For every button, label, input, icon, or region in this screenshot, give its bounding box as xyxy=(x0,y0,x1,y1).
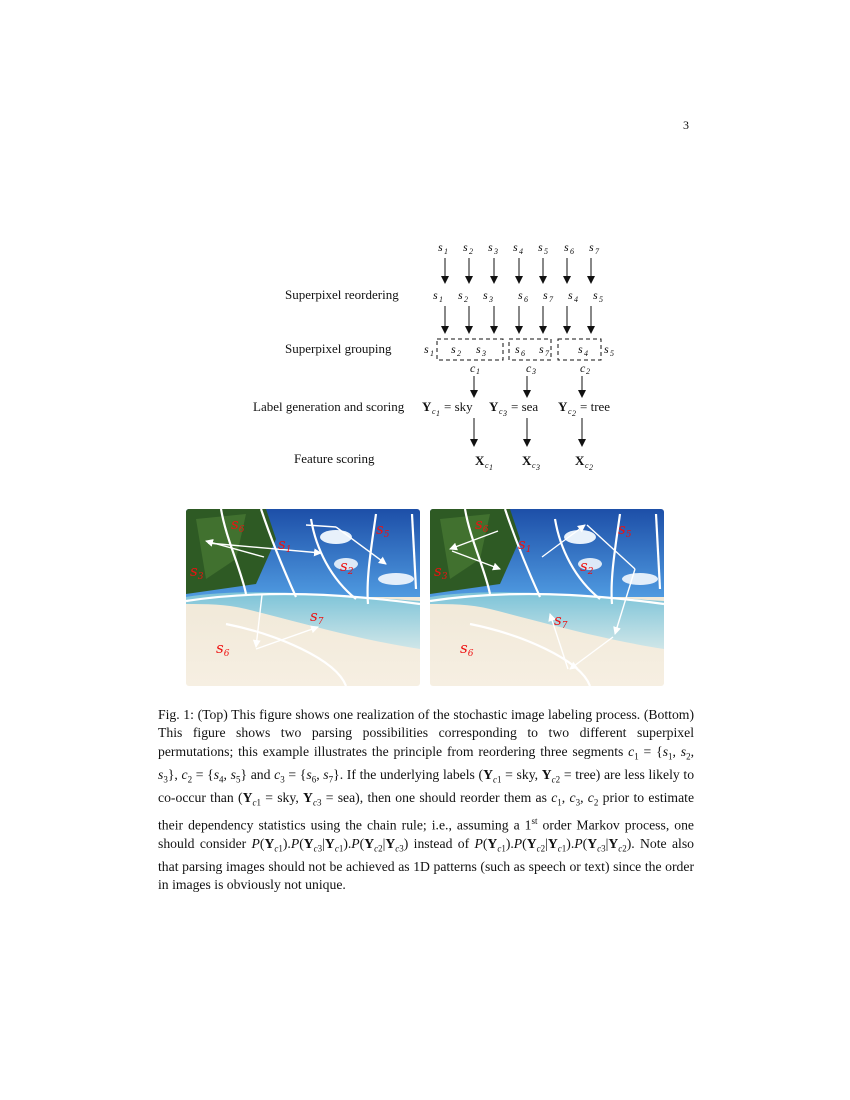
svg-text:5: 5 xyxy=(599,295,603,304)
row-label-reordering: Superpixel reordering xyxy=(285,287,399,302)
svg-text:3: 3 xyxy=(494,247,498,256)
row-label-label-generation: Label generation and scoring xyxy=(253,399,405,414)
figure-caption: Fig. 1: (Top) This figure shows one realization of the stochastic image labeling process. (Bottom) This figure shows two parsing possibilities corresponding to two different superpixel permutations; this example illustrates the principle from reordering three segments $c_1 = \{s_1$, $s_2$, $s_3$}, $c_2 = \{s_4$, $s_5$} and $c_3 = \{s_6$, $s_7$}. If the underlying labels ($Y_{c1}$ = sky, $Y_{c2}$ = tree) are less likely to co-occur than ($Y_{c1}$ = sky, $Y_{c3} = sea$), then one should reorder them as $c_1$, $c_3$, $c_2$ prior to estimate their dependency statistics using the chain rule; i.e., assuming a 1st order Markov process, one should consider $P(Y_{c1}).P(Y_{c3}|Y_{c1}).P(Y_{c2}|Y_{c3})$ instead of $P(Y_{c1}).P(Y_{c2}|Y_{c1}).P(Y_{c3}|Y_{c2})$. Note also that parsing images should not be achieved as 1D patterns (such as speech or text) since the order in images is obviously not unique. xyxy=(158,707,695,892)
group-name: c xyxy=(526,361,532,375)
grouping-row xyxy=(424,339,614,376)
svg-text:2: 2 xyxy=(586,367,590,376)
svg-text:s: s xyxy=(539,342,544,356)
page-number: 3 xyxy=(683,118,689,132)
svg-text:s: s xyxy=(568,288,573,302)
svg-text:c: c xyxy=(432,407,436,416)
svg-text:1: 1 xyxy=(430,349,434,358)
svg-text:3: 3 xyxy=(536,463,540,472)
label-generation-row xyxy=(422,399,610,418)
svg-text:c: c xyxy=(568,407,572,416)
reordered-segment-row xyxy=(433,288,603,304)
svg-text:6: 6 xyxy=(521,349,525,358)
svg-text:6: 6 xyxy=(570,247,574,256)
svg-text:3: 3 xyxy=(482,349,486,358)
svg-text:2: 2 xyxy=(457,349,461,358)
svg-text:s6: $s_6$ xyxy=(216,639,230,659)
group-name: c xyxy=(580,361,586,375)
svg-text:2: 2 xyxy=(469,247,473,256)
svg-text:s: s xyxy=(483,288,488,302)
top-segment: s xyxy=(488,240,493,254)
svg-text:s1: $s_1$ xyxy=(518,535,532,555)
svg-text:s6: $s_6$ xyxy=(460,639,474,659)
top-segment: s xyxy=(589,240,594,254)
svg-text:= sky: = sky xyxy=(444,399,473,414)
caption-fig-label: Fig. 1: xyxy=(158,707,194,722)
beach-photo-left xyxy=(186,509,420,686)
svg-text:1: 1 xyxy=(439,295,443,304)
svg-text:s: s xyxy=(424,342,429,356)
svg-text:7: 7 xyxy=(595,247,599,256)
svg-text:s1: $s_1$ xyxy=(278,535,292,555)
svg-text:s7: $s_7$ xyxy=(554,611,568,631)
svg-text:s: s xyxy=(476,342,481,356)
svg-text:s3: $s_3$ xyxy=(190,562,204,582)
feature-row xyxy=(475,453,593,472)
svg-text:c: c xyxy=(499,407,503,416)
svg-text:s: s xyxy=(518,288,523,302)
top-segment: s xyxy=(438,240,443,254)
beach-photo-right xyxy=(430,509,664,686)
svg-text:s2: $s_2$ xyxy=(580,557,594,577)
top-segment: s xyxy=(564,240,569,254)
top-segment: s xyxy=(538,240,543,254)
svg-text:s7: $s_7$ xyxy=(310,607,324,627)
svg-text:s: s xyxy=(593,288,598,302)
group-box-c1 xyxy=(437,339,503,360)
svg-text:5: 5 xyxy=(544,247,548,256)
feature-arrows xyxy=(474,418,582,446)
reorder-arrows xyxy=(445,258,591,283)
label-arrows xyxy=(474,376,582,397)
svg-text:Y: Y xyxy=(489,399,499,414)
row-label-grouping: Superpixel grouping xyxy=(285,341,392,356)
svg-text:7: 7 xyxy=(545,349,549,358)
svg-text:= sea: = sea xyxy=(511,399,539,414)
svg-text:4: 4 xyxy=(574,295,578,304)
row-label-feature-scoring: Feature scoring xyxy=(294,451,375,466)
svg-text:X: X xyxy=(475,453,485,468)
top-segment-row xyxy=(438,240,600,256)
svg-text:s2: $s_2$ xyxy=(340,557,354,577)
top-segment: s xyxy=(463,240,468,254)
svg-text:X: X xyxy=(522,453,532,468)
svg-text:s: s xyxy=(578,342,583,356)
svg-text:2: 2 xyxy=(464,295,468,304)
svg-text:6: 6 xyxy=(524,295,528,304)
svg-text:Y: Y xyxy=(558,399,568,414)
svg-text:2: 2 xyxy=(589,463,593,472)
svg-text:c: c xyxy=(485,461,489,470)
svg-text:3: 3 xyxy=(532,367,536,376)
group-arrows xyxy=(445,306,591,333)
svg-text:s: s xyxy=(515,342,520,356)
svg-text:2: 2 xyxy=(572,409,576,418)
svg-text:3: 3 xyxy=(489,295,493,304)
svg-text:3: 3 xyxy=(503,409,507,418)
svg-text:1: 1 xyxy=(476,367,480,376)
svg-text:1: 1 xyxy=(489,463,493,472)
svg-text:1: 1 xyxy=(444,247,448,256)
svg-text:s3: $s_3$ xyxy=(434,562,448,582)
svg-text:c: c xyxy=(532,461,536,470)
svg-text:s: s xyxy=(451,342,456,356)
svg-text:s6: $s_6$ xyxy=(231,515,245,535)
svg-text:s5: $s_5$ xyxy=(618,520,632,540)
svg-text:4: 4 xyxy=(584,349,588,358)
svg-text:c: c xyxy=(585,461,589,470)
group-name: c xyxy=(470,361,476,375)
svg-text:s5: $s_5$ xyxy=(376,520,390,540)
labeling-process-diagram xyxy=(0,0,850,500)
svg-text:1: 1 xyxy=(436,409,440,418)
svg-text:7: 7 xyxy=(549,295,553,304)
svg-text:s: s xyxy=(433,288,438,302)
svg-text:4: 4 xyxy=(519,247,523,256)
svg-text:5: 5 xyxy=(610,349,614,358)
svg-text:Y: Y xyxy=(422,399,432,414)
svg-text:s: s xyxy=(543,288,548,302)
top-segment: s xyxy=(513,240,518,254)
svg-text:s: s xyxy=(604,342,609,356)
svg-text:= tree: = tree xyxy=(580,399,611,414)
svg-text:s: s xyxy=(458,288,463,302)
svg-text:s6: $s_6$ xyxy=(475,515,489,535)
svg-text:X: X xyxy=(575,453,585,468)
